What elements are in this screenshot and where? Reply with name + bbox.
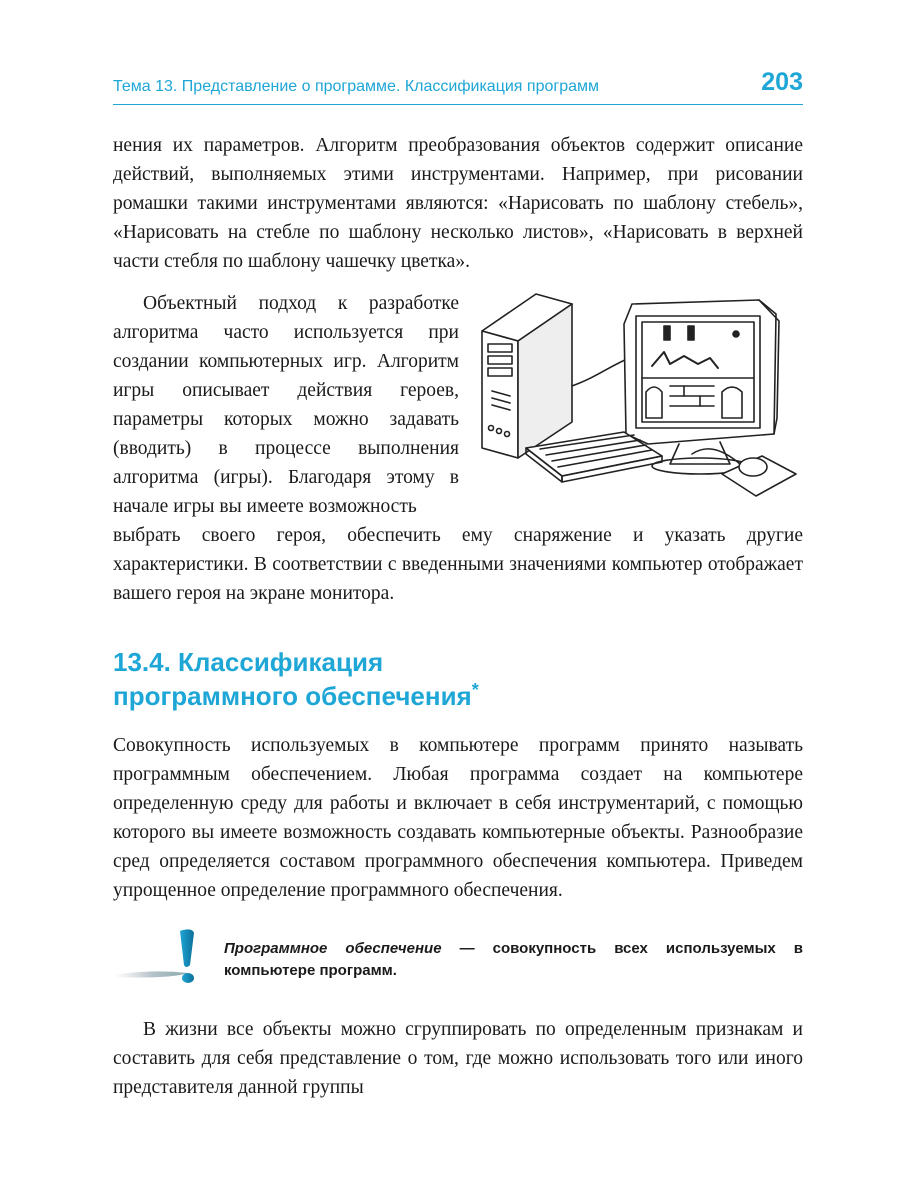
- paragraph-object-approach-bottom: выбрать своего героя, обеспечить ему снаряжение и указать другие характеристики. В соответствии с введенными значениями компьютер отображает вашего героя на экране монитора.: [113, 525, 803, 604]
- section-heading: [113, 645, 713, 713]
- exclamation-icon: [110, 925, 210, 995]
- page-header: [113, 68, 803, 105]
- paragraph-grouping: В жизни все объекты можно сгруппировать по определенным признакам и составить для себя представление о том, где можно использовать того или иного представителя данной группы: [113, 1019, 803, 1098]
- system-unit-icon: [482, 294, 572, 458]
- definition-box: [224, 938, 803, 982]
- footnote-asterisk: *: [471, 680, 479, 700]
- paragraph-continued: нения их параметров. Алгоритм преобразования объектов содержит описание действий, выполняемых этими инструментами. Например, при рисовании ромашки такими инструментами являются: «Нарисовать по шаблону стебель», «Нарисовать на стебле по шаблону несколько листов», «Нарисовать в верхней части стебля по шаблону чашечку цветка».: [113, 135, 803, 272]
- section-heading-line2: программного обеспечения: [113, 681, 472, 711]
- running-title: Тема 13. Представление о программе. Классификация программ: [113, 78, 599, 95]
- definition-text: — совокупность всех используемых в компьютере программ.: [224, 940, 803, 979]
- section-heading-line1: 13.4. Классификация: [113, 647, 384, 677]
- paragraph-software-intro: Совокупность используемых в компьютере программ принято называть программным обеспечением. Любая программа создает на компьютере определенную среду для работы и включает в себя инструментарий, с помощью которого вы имеете возможность создавать компьютерные объекты. Разнообразие сред определяется составом программного обеспечения компьютера. Приведем упрощенное определение программного обеспечения.: [113, 735, 803, 901]
- definition-term: Программное обеспечение: [224, 940, 442, 957]
- page-number: 203: [761, 68, 803, 96]
- paragraph-object-approach-top: Объектный подход к разработке алгоритма часто используется при создании компьютерных игр. Алгоритм игры описывает действия героев, параметры которых можно задавать (вводить) в процессе выполнения алгоритма (игры). Благодаря этому в начале игры вы имеете возможность: [113, 293, 459, 517]
- computer-illustration: [474, 286, 804, 508]
- mouse-icon: [692, 449, 796, 496]
